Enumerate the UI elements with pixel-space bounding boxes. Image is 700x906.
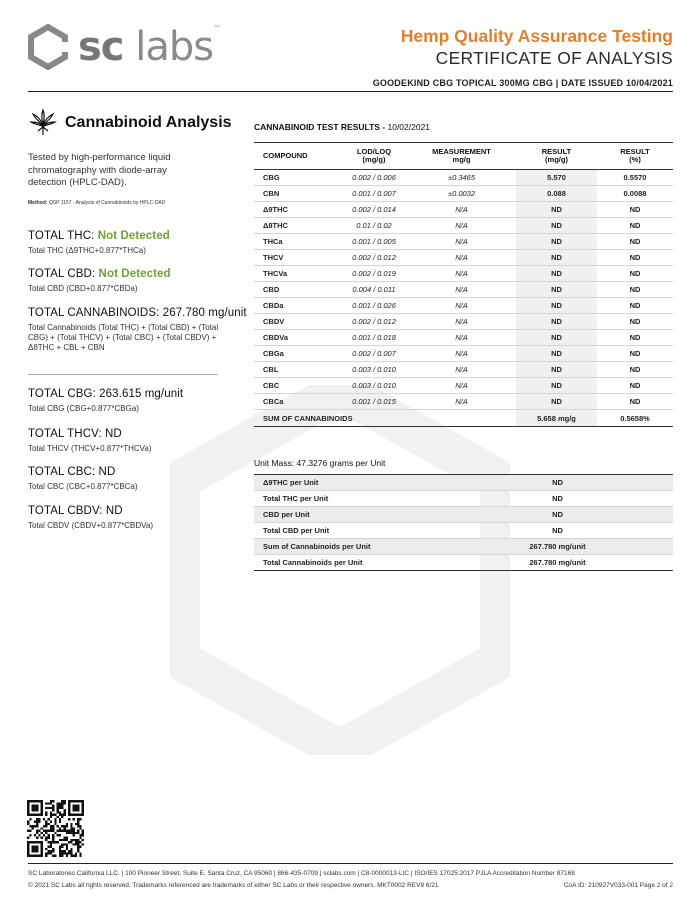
result-mg: ND	[516, 378, 597, 394]
result-pct: ND	[597, 282, 673, 298]
measurement: N/A	[407, 330, 516, 346]
unit-row	[254, 539, 673, 555]
measurement: N/A	[407, 218, 516, 234]
result-pct: ND	[597, 266, 673, 282]
thcv-formula: Total THCV (THCV+0.877*THCVa)	[28, 444, 152, 453]
unit-label: Total Cannabinoids per Unit	[254, 555, 522, 571]
measurement: ±0.0032	[407, 186, 516, 202]
cannabinoid-analysis-title: Cannabinoid Analysis	[65, 114, 232, 131]
unit-spacer	[593, 475, 673, 491]
measurement: N/A	[407, 234, 516, 250]
total-thcv-block	[28, 428, 253, 454]
lod-loq: 0.002 / 0.012	[341, 314, 407, 330]
total-cbdv-value: TOTAL CBDV: ND	[28, 505, 123, 517]
lod-loq: 0.003 / 0.010	[341, 362, 407, 378]
lod-loq: 0.001 / 0.015	[341, 394, 407, 410]
sc-labs-logo	[28, 24, 220, 70]
result-pct: 0.5570	[597, 170, 673, 186]
lod-loq: 0.001 / 0.026	[341, 298, 407, 314]
cannabis-leaf-icon	[28, 108, 58, 138]
result-pct: 0.0088	[597, 186, 673, 202]
table-row	[254, 378, 673, 394]
result-mg: ND	[516, 362, 597, 378]
left-summary-column	[28, 108, 248, 530]
total-cbd-block: TOTAL CBD: Not Detected Total CBD (CBD+0.877*CBDa)	[28, 268, 253, 294]
lod-loq: 0.002 / 0.014	[341, 202, 407, 218]
compound-name: CBCa	[254, 394, 341, 410]
method-description: Tested by high-performance liquid chromatography with diode-array detection (HPLC-DAD).	[28, 152, 171, 188]
measurement: N/A	[407, 202, 516, 218]
sum-label: SUM OF CANNABINOIDS	[254, 410, 516, 427]
total-cannabinoids-block	[28, 307, 253, 353]
unit-label: Δ9THC per Unit	[254, 475, 522, 491]
col-result-mg: RESULT (mg/g)	[516, 143, 597, 170]
lod-loq: 0.002 / 0.019	[341, 266, 407, 282]
table-row	[254, 250, 673, 266]
compound-name: THCa	[254, 234, 341, 250]
compound-name: CBD	[254, 282, 341, 298]
lod-loq: 0.003 / 0.010	[341, 378, 407, 394]
unit-spacer	[593, 555, 673, 571]
lod-loq: 0.001 / 0.005	[341, 234, 407, 250]
result-pct: ND	[597, 234, 673, 250]
result-pct: ND	[597, 330, 673, 346]
footer-coa-id: CoA ID: 210927V033-001 Page 2 of 2	[563, 882, 673, 889]
unit-row	[254, 491, 673, 507]
total-cbg-block	[28, 388, 253, 414]
result-pct: ND	[597, 362, 673, 378]
result-mg: ND	[516, 330, 597, 346]
lod-loq: 0.001 / 0.007	[341, 186, 407, 202]
unit-label: Total THC per Unit	[254, 491, 522, 507]
unit-row	[254, 475, 673, 491]
table-row	[254, 362, 673, 378]
compound-name: THCVa	[254, 266, 341, 282]
result-pct: ND	[597, 218, 673, 234]
result-pct: ND	[597, 378, 673, 394]
measurement: N/A	[407, 250, 516, 266]
thc-formula: Total THC (Δ9THC+0.877*THCa)	[28, 246, 146, 255]
unit-value: ND	[522, 523, 593, 539]
header-title: CERTIFICATE OF ANALYSIS	[435, 48, 673, 68]
table-row	[254, 346, 673, 362]
per-unit-table	[254, 474, 673, 571]
unit-spacer	[593, 507, 673, 523]
logo-hexagon-icon	[28, 24, 68, 70]
result-mg: ND	[516, 266, 597, 282]
header-product-date: GOODEKIND CBG TOPICAL 300MG CBG | DATE ISSUED 10/04/2021	[372, 78, 673, 88]
result-pct: ND	[597, 250, 673, 266]
compound-name: CBL	[254, 362, 341, 378]
result-pct: ND	[597, 394, 673, 410]
document-header	[373, 26, 673, 88]
result-mg: ND	[516, 394, 597, 410]
measurement: N/A	[407, 346, 516, 362]
compound-name: CBDVa	[254, 330, 341, 346]
unit-value: ND	[522, 491, 593, 507]
footer-legal	[28, 882, 673, 889]
lod-loq: 0.002 / 0.012	[341, 250, 407, 266]
lod-loq: 0.001 / 0.018	[341, 330, 407, 346]
cbd-formula: Total CBD (CBD+0.877*CBDa)	[28, 284, 138, 293]
table-row	[254, 298, 673, 314]
thc-status: Not Detected	[97, 230, 170, 242]
unit-spacer	[593, 539, 673, 555]
method-line: Method: QSP 1157 - Analysis of Cannabinoids by HPLC-DAD	[28, 199, 166, 206]
col-measurement: MEASUREMENT mg/g	[407, 143, 516, 170]
unit-spacer	[593, 523, 673, 539]
unit-value: 267.780 mg/unit	[522, 555, 593, 571]
unit-row	[254, 555, 673, 571]
unit-row	[254, 507, 673, 523]
result-pct: ND	[597, 346, 673, 362]
logo-wordmark: sc labs™	[78, 24, 221, 70]
result-mg: ND	[516, 282, 597, 298]
qr-code[interactable]	[27, 800, 84, 857]
table-row	[254, 170, 673, 186]
unit-spacer	[593, 491, 673, 507]
unit-label: CBD per Unit	[254, 507, 522, 523]
footer-divider	[28, 863, 673, 864]
sum-mg: 5.658 mg/g	[516, 410, 597, 427]
compound-name: CBC	[254, 378, 341, 394]
table-header-row	[254, 143, 673, 170]
result-pct: ND	[597, 298, 673, 314]
total-thcv-value: TOTAL THCV: ND	[28, 428, 122, 440]
unit-label: Total CBD per Unit	[254, 523, 522, 539]
measurement: N/A	[407, 282, 516, 298]
total-cannabinoids-formula: Total Cannabinoids (Total THC) + (Total CBD) + (Total CBG) + (Total THCV) + (Total CBC) + (Total CBDV) + Δ8THC + CBL + CBN	[28, 323, 219, 352]
compound-name: CBN	[254, 186, 341, 202]
total-cannabinoids-value: TOTAL CANNABINOIDS: 267.780 mg/unit	[28, 307, 247, 319]
table-row	[254, 330, 673, 346]
table-row	[254, 218, 673, 234]
measurement: N/A	[407, 266, 516, 282]
total-cbc-block	[28, 466, 253, 492]
footer-copyright: © 2021 SC Labs all rights reserved. Trademarks referenced are trademarks of either SC Labs or their respective owners. MKT0002 REV8 6/21	[28, 882, 439, 889]
compound-name: CBDa	[254, 298, 341, 314]
result-pct: ND	[597, 314, 673, 330]
unit-value: ND	[522, 507, 593, 523]
lod-loq: 0.002 / 0.006	[341, 170, 407, 186]
compound-name: Δ8THC	[254, 218, 341, 234]
col-lod-loq: LOD/LOQ (mg/g)	[341, 143, 407, 170]
result-mg: ND	[516, 234, 597, 250]
table-row	[254, 266, 673, 282]
header-divider	[28, 91, 673, 92]
result-pct: ND	[597, 202, 673, 218]
compound-name: CBG	[254, 170, 341, 186]
compound-name: Δ9THC	[254, 202, 341, 218]
measurement: N/A	[407, 298, 516, 314]
compound-name: THCV	[254, 250, 341, 266]
table-row	[254, 282, 673, 298]
table-row	[254, 202, 673, 218]
result-mg: ND	[516, 202, 597, 218]
result-mg: 0.088	[516, 186, 597, 202]
table-row	[254, 314, 673, 330]
compound-name: CBGa	[254, 346, 341, 362]
sum-pct: 0.5658%	[597, 410, 673, 427]
measurement: ±0.3465	[407, 170, 516, 186]
result-mg: ND	[516, 250, 597, 266]
measurement: N/A	[407, 362, 516, 378]
unit-value: 267.780 mg/unit	[522, 539, 593, 555]
result-mg: ND	[516, 298, 597, 314]
footer-address: SC Laboratories California LLC. | 100 Pioneer Street, Suite E, Santa Cruz, CA 95060 | 866-435-0709 | sclabs.com | C8-0000013-LIC | ISO/IES 17025:2017 PJLA Accreditation Number 87168	[28, 870, 575, 877]
measurement: N/A	[407, 314, 516, 330]
cbg-formula: Total CBG (CBG+0.877*CBGa)	[28, 404, 139, 413]
total-cbc-value: TOTAL CBC: ND	[28, 466, 116, 478]
measurement: N/A	[407, 378, 516, 394]
table-row	[254, 234, 673, 250]
result-mg: 5.570	[516, 170, 597, 186]
compound-name: CBDV	[254, 314, 341, 330]
header-subtitle: Hemp Quality Assurance Testing	[400, 26, 673, 46]
col-result-pct: RESULT (%)	[597, 143, 673, 170]
cbc-formula: Total CBC (CBC+0.877*CBCa)	[28, 482, 138, 491]
section-title	[28, 108, 248, 138]
col-compound: COMPOUND	[254, 143, 341, 170]
result-mg: ND	[516, 314, 597, 330]
test-results-title: CANNABINOID TEST RESULTS - 10/02/2021	[254, 122, 431, 132]
cannabinoid-results-table	[254, 142, 673, 427]
left-divider	[28, 374, 218, 375]
result-mg: ND	[516, 218, 597, 234]
unit-value: ND	[522, 475, 593, 491]
sum-row	[254, 410, 673, 427]
total-cbg-value: TOTAL CBG: 263.615 mg/unit	[28, 388, 184, 400]
total-cbdv-block	[28, 505, 253, 531]
lod-loq: 0.004 / 0.011	[341, 282, 407, 298]
measurement: N/A	[407, 394, 516, 410]
lod-loq: 0.002 / 0.007	[341, 346, 407, 362]
table-row	[254, 394, 673, 410]
cbdv-formula: Total CBDV (CBDV+0.877*CBDVa)	[28, 521, 154, 530]
total-thc-block: TOTAL THC: Not Detected Total THC (Δ9THC+0.877*THCa)	[28, 230, 253, 256]
unit-mass-title: Unit Mass: 47.3276 grams per Unit	[254, 458, 386, 468]
table-row	[254, 186, 673, 202]
lod-loq: 0.01 / 0.02	[341, 218, 407, 234]
unit-label: Sum of Cannabinoids per Unit	[254, 539, 522, 555]
result-mg: ND	[516, 346, 597, 362]
cbd-status: Not Detected	[98, 268, 171, 280]
unit-row	[254, 523, 673, 539]
